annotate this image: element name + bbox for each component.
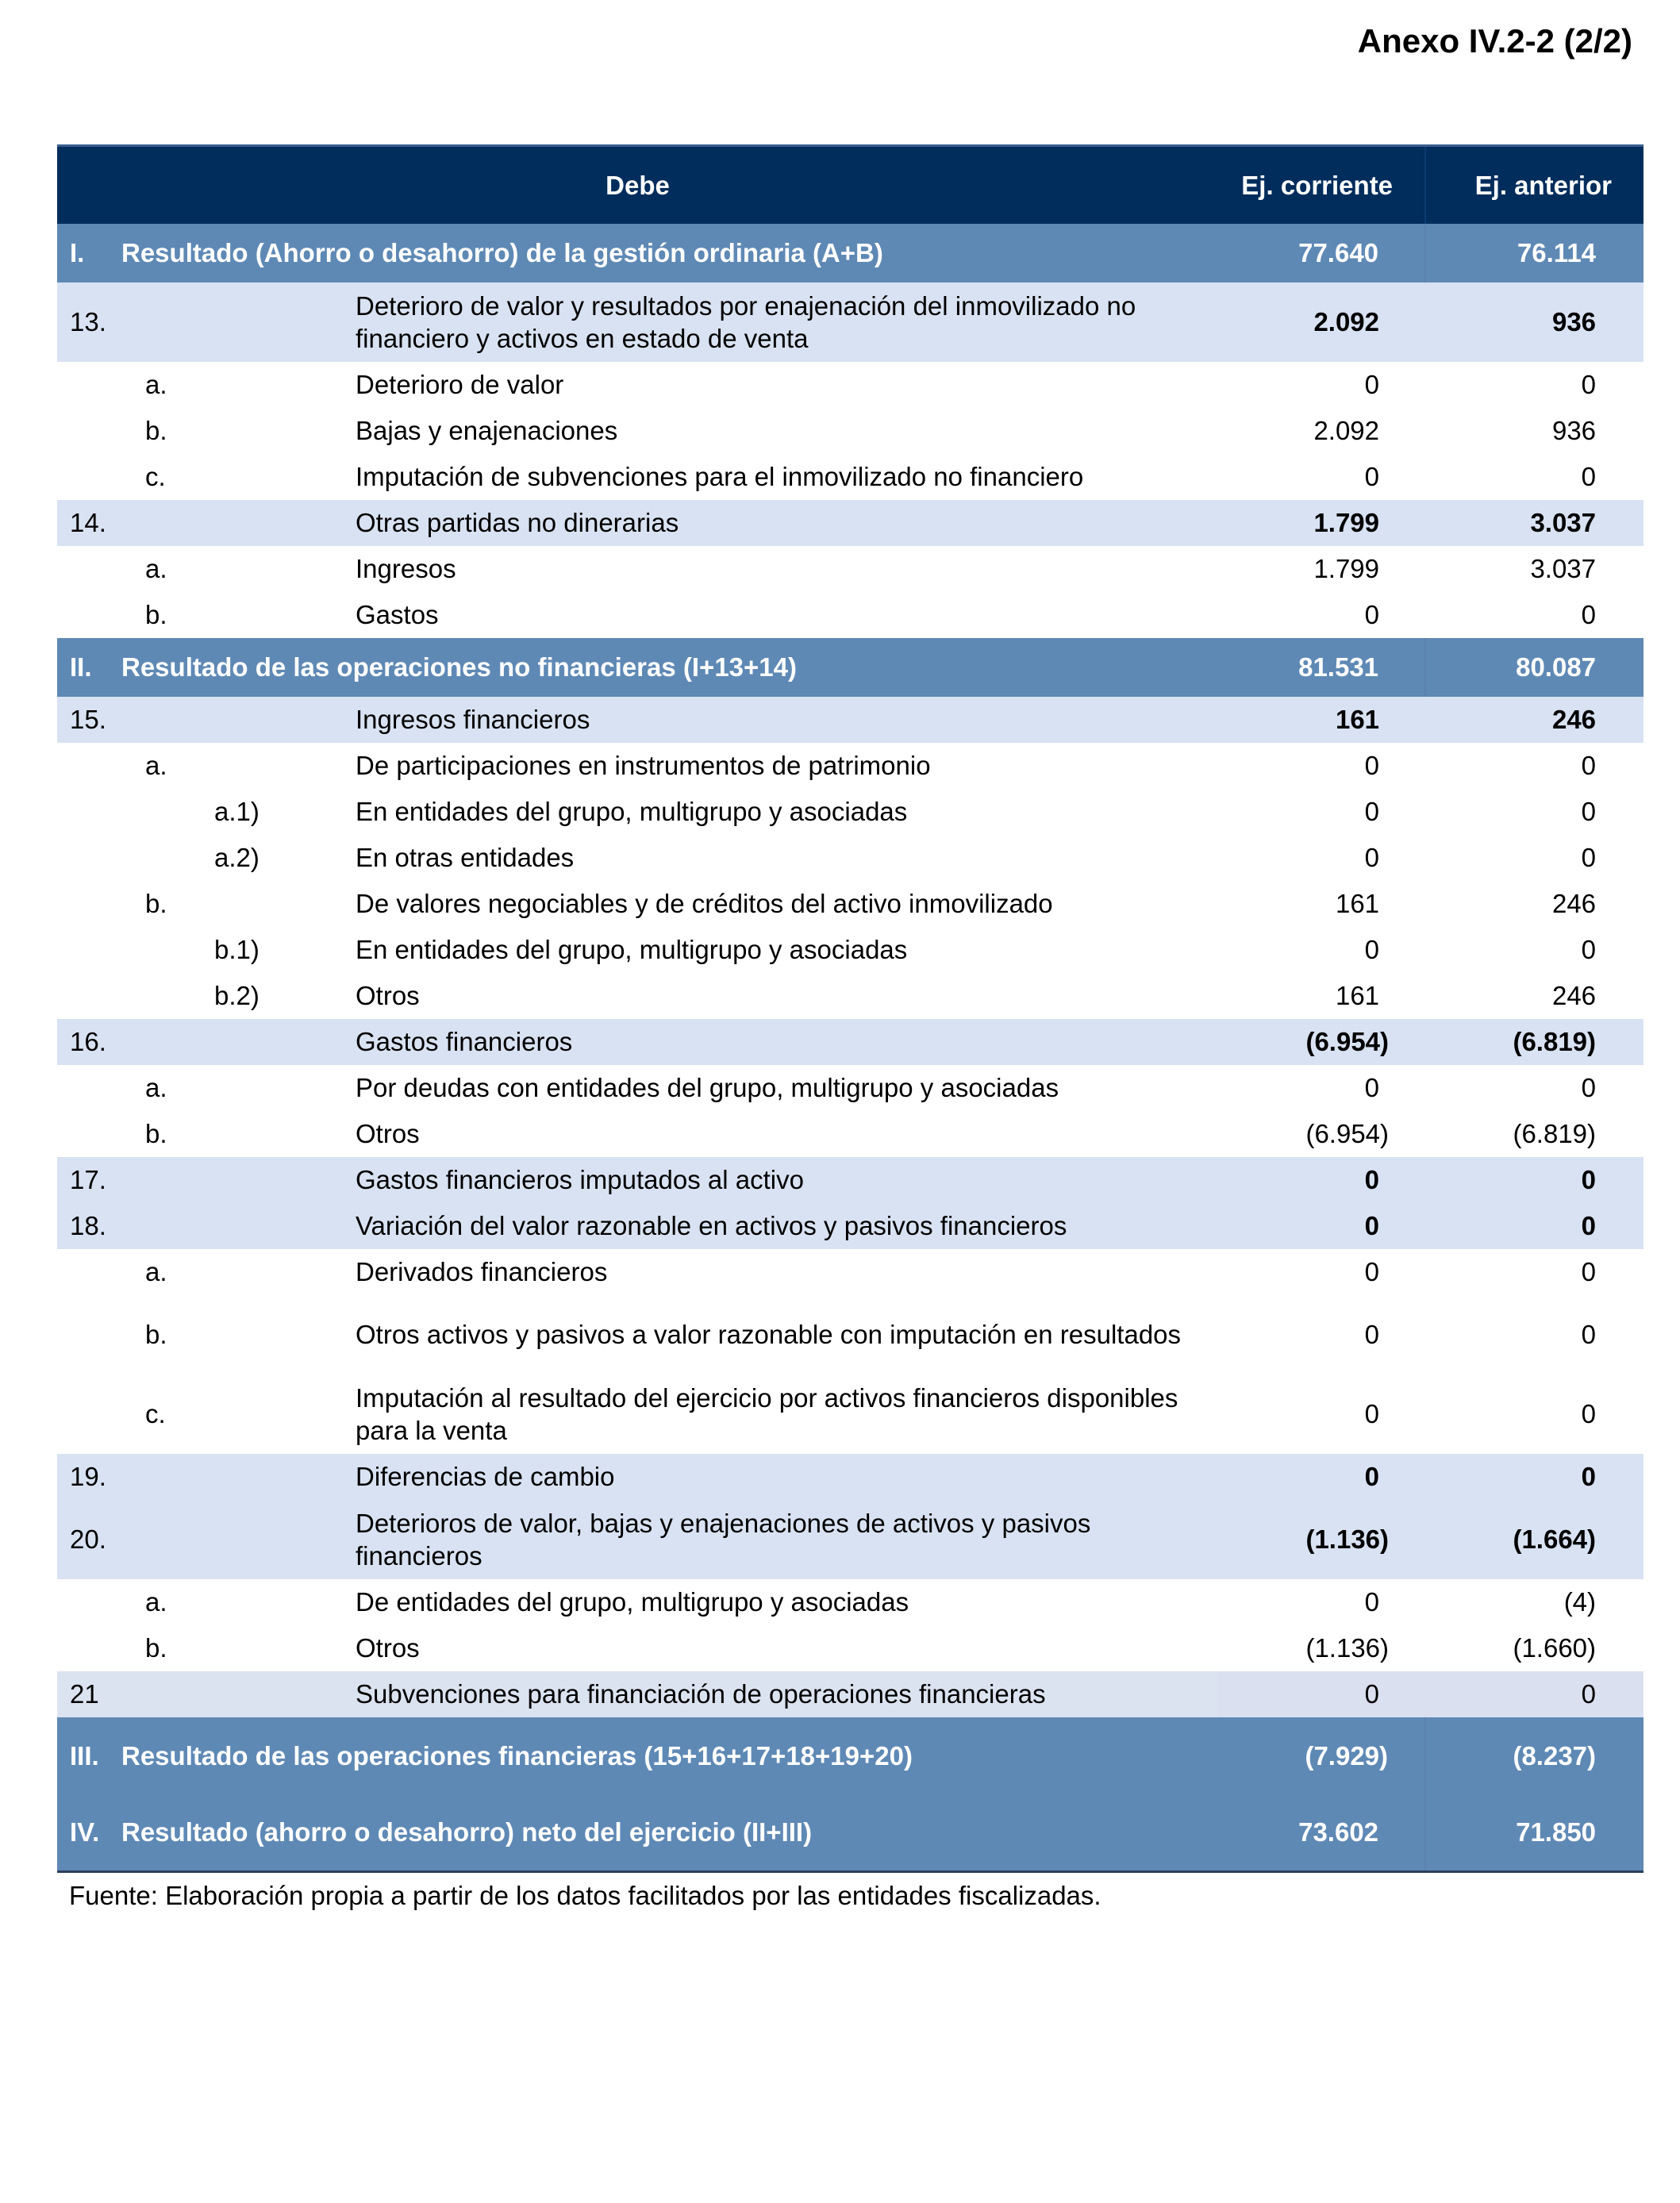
previous-value: 246 xyxy=(1551,889,1597,919)
result-table xyxy=(57,144,1643,1873)
row-sublabel: a. xyxy=(145,554,167,584)
source-note: Fuente: Elaboración propia a partir de los datos facilitados por las entidades fiscalizadas. xyxy=(69,1881,1101,1910)
row-sublabel: a. xyxy=(145,1257,167,1287)
row-label: Otras partidas no dinerarias xyxy=(356,508,679,538)
previous-value: (8.237) xyxy=(1425,1717,1643,1794)
current-value: 0 xyxy=(1364,1462,1380,1492)
row-sublabel: a.1) xyxy=(214,797,259,827)
previous-value: 0 xyxy=(1425,1671,1643,1717)
total-row xyxy=(57,1794,1643,1871)
row-label: Subvenciones para financiación de operaciones financieras xyxy=(298,1671,1218,1717)
row-sublabel: a. xyxy=(145,751,167,781)
previous-value: 0 xyxy=(1581,751,1597,781)
table-row xyxy=(57,362,1643,408)
previous-value: 936 xyxy=(1551,416,1597,446)
row-label: Deterioros de valor, bajas y enajenaciones de activos y pasivos financieros xyxy=(356,1508,1091,1571)
table-row xyxy=(57,1249,1643,1295)
table-row xyxy=(57,1111,1643,1157)
row-label: Variación del valor razonable en activos y pasivos financieros xyxy=(356,1211,1067,1241)
current-value: 0 xyxy=(1364,1211,1380,1241)
current-value: 161 xyxy=(1335,981,1380,1011)
annex-title: Anexo IV.2-2 (2/2) xyxy=(1357,22,1632,60)
previous-value: 80.087 xyxy=(1425,638,1643,697)
current-value: 161 xyxy=(1335,705,1380,735)
previous-value: 3.037 xyxy=(1530,508,1597,538)
row-number: I. xyxy=(70,238,85,268)
table-row xyxy=(57,881,1643,927)
row-label: Ingresos xyxy=(356,554,456,584)
current-value: 0 xyxy=(1364,797,1380,827)
current-value: 0 xyxy=(1364,1073,1380,1103)
row-sublabel: c. xyxy=(145,462,166,492)
table-body xyxy=(57,224,1643,1871)
table-header-row xyxy=(57,146,1643,225)
row-label: En entidades del grupo, multigrupo y asociadas xyxy=(356,935,908,965)
row-number: III. xyxy=(70,1740,99,1770)
current-value: 0 xyxy=(1364,1257,1380,1287)
current-value: (7.929) xyxy=(1305,1740,1389,1770)
header-current-year: Ej. corriente xyxy=(1218,146,1425,225)
header-previous-year: Ej. anterior xyxy=(1425,146,1643,225)
current-value: (1.136) xyxy=(1305,1524,1390,1555)
row-label: Diferencias de cambio xyxy=(356,1462,615,1492)
section-row xyxy=(57,1019,1643,1065)
table-row xyxy=(57,927,1643,973)
row-label: De entidades del grupo, multigrupo y asociadas xyxy=(356,1587,909,1617)
previous-value: 246 xyxy=(1551,981,1597,1011)
table-row xyxy=(57,1374,1643,1454)
previous-value: 0 xyxy=(1581,1211,1597,1241)
section-row xyxy=(57,500,1643,546)
row-number: 16. xyxy=(70,1027,106,1057)
previous-value: 0 xyxy=(1581,1257,1597,1287)
table-row xyxy=(57,835,1643,881)
row-sublabel: b.1) xyxy=(214,935,259,965)
section-row xyxy=(57,1157,1643,1203)
table-row xyxy=(57,1579,1643,1625)
row-label: Resultado de las operaciones financieras (15+16+17+18+19+20) xyxy=(121,1740,913,1770)
row-label: Imputación de subvenciones para el inmovilizado no financiero xyxy=(356,462,1084,492)
row-sublabel: a. xyxy=(145,370,167,400)
row-sublabel: b. xyxy=(145,1119,167,1149)
current-value: 0 xyxy=(1364,1320,1380,1350)
section-row xyxy=(57,697,1643,743)
table-row xyxy=(57,1625,1643,1671)
row-label: Resultado (ahorro o desahorro) neto del ejercicio (II+III) xyxy=(121,1794,1218,1871)
previous-value: 0 xyxy=(1581,1320,1597,1350)
current-value: (1.136) xyxy=(1305,1633,1390,1663)
row-number: 18. xyxy=(70,1211,106,1241)
row-label: Otros activos y pasivos a valor razonable con imputación en resultados xyxy=(356,1320,1182,1350)
current-value: 81.531 xyxy=(1298,652,1379,682)
previous-value: (1.660) xyxy=(1513,1633,1597,1663)
current-value: 0 xyxy=(1364,843,1380,873)
total-row xyxy=(57,638,1643,697)
current-value: 0 xyxy=(1364,1165,1380,1195)
row-sublabel: b. xyxy=(145,889,167,919)
table-row xyxy=(57,592,1643,638)
total-row xyxy=(57,1717,1643,1794)
row-label: Resultado (Ahorro o desahorro) de la gestión ordinaria (A+B) xyxy=(121,238,883,268)
table-row xyxy=(57,743,1643,789)
current-value: 0 xyxy=(1364,1399,1380,1429)
row-number: 19. xyxy=(70,1462,106,1492)
row-sublabel: b.2) xyxy=(214,981,259,1011)
current-value: (6.954) xyxy=(1305,1027,1390,1057)
previous-value: 0 xyxy=(1581,843,1597,873)
section-row xyxy=(57,1454,1643,1500)
current-value: 161 xyxy=(1335,889,1380,919)
current-value: 0 xyxy=(1364,370,1380,400)
row-sublabel: a. xyxy=(145,1587,167,1617)
row-sublabel: c. xyxy=(145,1399,166,1429)
current-value: 0 xyxy=(1364,462,1380,492)
current-value: 0 xyxy=(1364,1587,1380,1617)
row-label: Ingresos financieros xyxy=(356,705,590,735)
previous-value: 0 xyxy=(1581,1165,1597,1195)
row-label: En otras entidades xyxy=(356,843,575,873)
row-number: 13. xyxy=(70,307,106,337)
previous-value: 71.850 xyxy=(1425,1794,1643,1871)
current-value: 0 xyxy=(1364,751,1380,781)
row-label: En entidades del grupo, multigrupo y asociadas xyxy=(356,797,908,827)
previous-value: 0 xyxy=(1581,935,1597,965)
previous-value: 0 xyxy=(1581,1399,1597,1429)
row-sublabel: b. xyxy=(145,1633,167,1663)
total-row xyxy=(57,224,1643,283)
section-row xyxy=(57,1671,1643,1717)
row-number: II. xyxy=(70,652,92,682)
current-value: 1.799 xyxy=(1313,554,1380,584)
previous-value: (6.819) xyxy=(1513,1027,1597,1057)
row-label: De participaciones en instrumentos de patrimonio xyxy=(356,751,931,781)
row-sublabel: b. xyxy=(145,600,167,630)
previous-value: (4) xyxy=(1563,1587,1597,1617)
row-number: IV. xyxy=(57,1794,121,1871)
previous-value: (1.664) xyxy=(1513,1524,1597,1555)
section-row xyxy=(57,1500,1643,1579)
row-label: Por deudas con entidades del grupo, multigrupo y asociadas xyxy=(356,1073,1059,1103)
previous-value: 0 xyxy=(1581,797,1597,827)
table-row xyxy=(57,1295,1643,1374)
row-label: Imputación al resultado del ejercicio por activos financieros disponibles para la venta xyxy=(356,1382,1178,1445)
table-row xyxy=(57,408,1643,454)
current-value: (6.954) xyxy=(1305,1119,1390,1149)
table-row xyxy=(57,973,1643,1019)
header-debe: Debe xyxy=(57,146,1218,225)
previous-value: 0 xyxy=(1581,1462,1597,1492)
row-number: 14. xyxy=(70,508,106,538)
table-row xyxy=(57,789,1643,835)
row-label: Bajas y enajenaciones xyxy=(356,416,618,446)
row-label: Gastos financieros xyxy=(356,1027,573,1057)
current-value: 77.640 xyxy=(1298,238,1379,268)
row-label: Resultado de las operaciones no financieras (I+13+14) xyxy=(121,652,797,682)
row-sublabel: b. xyxy=(145,1320,167,1350)
row-label: Gastos xyxy=(356,600,439,630)
current-value: 0 xyxy=(1364,600,1380,630)
row-label: Otros xyxy=(356,1119,420,1149)
previous-value: 0 xyxy=(1581,462,1597,492)
section-row xyxy=(57,1203,1643,1249)
row-sublabel: a.2) xyxy=(214,843,259,873)
current-value: 2.092 xyxy=(1313,307,1380,337)
previous-value: 0 xyxy=(1581,600,1597,630)
current-value: 0 xyxy=(1218,1671,1425,1717)
previous-value: 3.037 xyxy=(1530,554,1597,584)
table-row xyxy=(57,1065,1643,1111)
row-label: Otros xyxy=(356,981,420,1011)
section-row xyxy=(57,283,1643,362)
previous-value: 0 xyxy=(1581,370,1597,400)
current-value: 0 xyxy=(1364,935,1380,965)
current-value: 1.799 xyxy=(1313,508,1380,538)
previous-value: 246 xyxy=(1551,705,1597,735)
row-number: 21 xyxy=(57,1671,298,1717)
row-label: Derivados financieros xyxy=(356,1257,608,1287)
previous-value: 76.114 xyxy=(1425,224,1643,283)
table-row xyxy=(57,546,1643,592)
row-sublabel: b. xyxy=(145,416,167,446)
row-number: 17. xyxy=(70,1165,106,1195)
row-label: Deterioro de valor xyxy=(356,370,564,400)
row-label: Otros xyxy=(356,1633,420,1663)
row-label: Gastos financieros imputados al activo xyxy=(356,1165,804,1195)
row-label: De valores negociables y de créditos del activo inmovilizado xyxy=(356,889,1053,919)
current-value: 73.602 xyxy=(1218,1794,1425,1871)
row-number: 20. xyxy=(70,1524,106,1555)
row-number: 15. xyxy=(70,705,106,735)
table-row xyxy=(57,454,1643,500)
row-label: Deterioro de valor y resultados por enajenación del inmovilizado no financiero y activos en estado de venta xyxy=(356,290,1136,353)
current-value: 2.092 xyxy=(1313,416,1380,446)
row-sublabel: a. xyxy=(145,1073,167,1103)
previous-value: 0 xyxy=(1581,1073,1597,1103)
previous-value: (6.819) xyxy=(1513,1119,1597,1149)
previous-value: 936 xyxy=(1551,307,1597,337)
